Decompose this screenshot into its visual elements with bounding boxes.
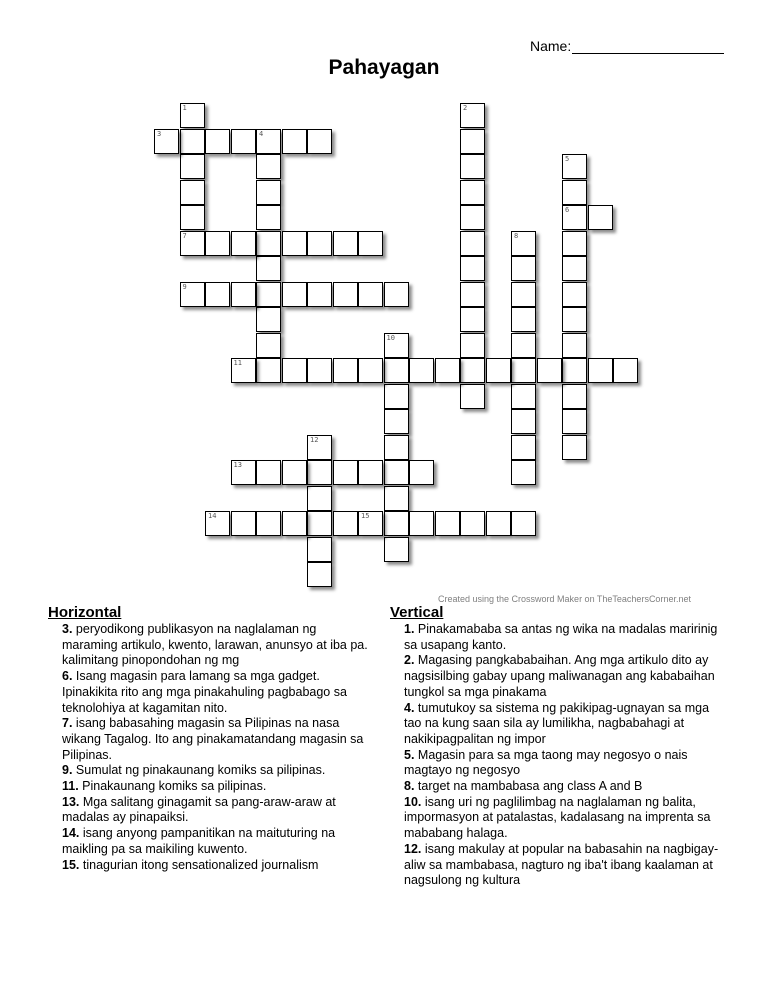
- grid-cell[interactable]: [231, 231, 256, 256]
- clue-text: Magasin para sa mga taong may negosyo o nais magtayo ng negosyo: [404, 747, 688, 778]
- clue-number: 10.: [404, 794, 422, 809]
- down-clues-section: [390, 604, 720, 889]
- down-heading: Vertical: [390, 604, 444, 621]
- grid-cell[interactable]: [511, 511, 536, 536]
- across-clue: [48, 669, 368, 716]
- cell-number: 10: [386, 333, 395, 342]
- clue-text: isang makulay at popular na babasahin na nagbigay-aliw sa mambabasa, nagturo ng iba't ibang kaalaman at nagsulong ng kultura: [404, 841, 719, 888]
- clue-text: isang babasahing magasin sa Pilipinas na nasa wikang Tagalog. Ito ang pinakamatandang magasin sa Pilipinas.: [62, 716, 364, 762]
- grid-cell[interactable]: [333, 282, 358, 307]
- grid-cell[interactable]: [460, 282, 485, 307]
- grid-cell[interactable]: [333, 511, 358, 536]
- grid-cell[interactable]: [307, 511, 332, 536]
- across-clue: [48, 622, 368, 669]
- cell-number: 6: [565, 206, 570, 214]
- clue-number: 12.: [404, 841, 422, 856]
- grid-cell[interactable]: [384, 282, 409, 307]
- grid-cell[interactable]: [486, 358, 511, 383]
- grid-cell[interactable]: [460, 511, 485, 536]
- grid-cell[interactable]: [562, 384, 587, 409]
- down-clue: [390, 795, 720, 842]
- grid-cell[interactable]: [256, 460, 281, 485]
- grid-cell[interactable]: [307, 282, 332, 307]
- name-label: Name:: [530, 38, 572, 54]
- grid-cell[interactable]: [511, 307, 536, 332]
- grid-cell[interactable]: [256, 154, 281, 179]
- clue-number: 7.: [62, 716, 73, 731]
- grid-cell[interactable]: [205, 231, 230, 256]
- grid-cell[interactable]: [511, 282, 536, 307]
- down-clue: [390, 779, 720, 795]
- clue-number: 14.: [62, 826, 80, 841]
- grid-cell[interactable]: [256, 511, 281, 536]
- clue-text: Magasing pangkababaihan. Ang mga artikulo dito ay nagsisilbing gabay upang maliwanagan ang kababaihan tungkol sa mga pinakama: [404, 653, 715, 699]
- grid-cell[interactable]: [562, 307, 587, 332]
- grid-cell[interactable]: [588, 358, 613, 383]
- grid-cell[interactable]: [358, 460, 383, 485]
- grid-cell[interactable]: [460, 129, 485, 154]
- grid-cell[interactable]: [460, 180, 485, 205]
- clue-number: 8.: [404, 779, 415, 794]
- down-clue: [390, 622, 720, 653]
- grid-cell[interactable]: [460, 307, 485, 332]
- grid-cell[interactable]: [307, 537, 332, 562]
- grid-cell[interactable]: [460, 103, 485, 128]
- grid-cell[interactable]: [588, 205, 613, 230]
- clue-text: Pinakaunang komiks sa pilipinas.: [78, 779, 267, 794]
- grid-cell[interactable]: [562, 435, 587, 460]
- grid-cell[interactable]: [562, 409, 587, 434]
- grid-cell[interactable]: [562, 256, 587, 281]
- grid-cell[interactable]: [307, 435, 332, 460]
- grid-cell[interactable]: [511, 333, 536, 358]
- across-clues-section: [48, 604, 368, 873]
- grid-cell[interactable]: [256, 358, 281, 383]
- grid-cell[interactable]: [384, 358, 409, 383]
- grid-cell[interactable]: [282, 129, 307, 154]
- grid-cell[interactable]: [205, 511, 230, 536]
- across-clue: [48, 858, 368, 874]
- grid-cell[interactable]: [511, 384, 536, 409]
- clue-text: Mga salitang ginagamit sa pang-araw-araw at madalas ay pinapaiksi.: [62, 794, 336, 825]
- across-heading: Horizontal: [48, 604, 122, 621]
- grid-cell[interactable]: [460, 384, 485, 409]
- grid-cell[interactable]: [231, 282, 256, 307]
- grid-cell[interactable]: [537, 358, 562, 383]
- grid-cell[interactable]: [358, 358, 383, 383]
- page-title: Pahayagan: [328, 56, 440, 79]
- down-clue: [390, 748, 720, 779]
- clue-text: tumutukoy sa sistema ng pakikipag-ugnayan sa mga tao na kung saan sila ay lumilikha, nagbabahagi at nakikipagpalitan ng impor: [404, 700, 710, 746]
- grid-cell[interactable]: [435, 358, 460, 383]
- grid-cell[interactable]: [384, 384, 409, 409]
- clue-number: 5.: [404, 747, 415, 762]
- cell-number: 8: [514, 231, 519, 240]
- grid-cell[interactable]: [180, 154, 205, 179]
- grid-cell[interactable]: [307, 129, 332, 154]
- across-clue: [48, 716, 368, 763]
- across-clue-list: [48, 622, 368, 873]
- grid-cell[interactable]: [307, 460, 332, 485]
- grid-cell[interactable]: [358, 511, 383, 536]
- grid-cell[interactable]: [333, 231, 358, 256]
- grid-cell[interactable]: [562, 333, 587, 358]
- grid-cell[interactable]: [205, 129, 230, 154]
- clue-number: 9.: [62, 763, 73, 778]
- grid-cell[interactable]: [511, 231, 536, 256]
- clue-text: isang uri ng paglilimbag na naglalaman ng balita, impormasyon at patalastas, kadalasang na imprenta sa mababang halaga.: [404, 794, 711, 841]
- cell-number: 9: [182, 282, 187, 291]
- clue-number: 15.: [62, 857, 80, 872]
- cell-number: 13: [233, 461, 242, 469]
- grid-cell[interactable]: [613, 358, 638, 383]
- grid-cell[interactable]: [384, 486, 409, 511]
- clue-number: 13.: [62, 794, 80, 809]
- grid-cell[interactable]: [358, 282, 383, 307]
- grid-cell[interactable]: [282, 511, 307, 536]
- grid-cell[interactable]: [409, 460, 434, 485]
- grid-cell[interactable]: [511, 256, 536, 281]
- down-clue: [390, 653, 720, 700]
- grid-cell[interactable]: [562, 205, 587, 230]
- grid-cell[interactable]: [307, 231, 332, 256]
- grid-cell[interactable]: [282, 282, 307, 307]
- clue-number: 2.: [404, 653, 415, 668]
- grid-cell[interactable]: [256, 307, 281, 332]
- clue-text: tinagurian itong sensationalized journalism: [79, 857, 319, 872]
- grid-cell[interactable]: [205, 282, 230, 307]
- grid-cell[interactable]: [180, 282, 205, 307]
- grid-cell[interactable]: [358, 231, 383, 256]
- grid-cell[interactable]: [307, 562, 332, 587]
- cell-number: 2: [463, 104, 468, 112]
- grid-cell[interactable]: [282, 231, 307, 256]
- grid-cell[interactable]: [384, 409, 409, 434]
- grid-cell[interactable]: [282, 358, 307, 383]
- clue-text: Isang magasin para lamang sa mga gadget. Ipinakikita rito ang mga pinakahuling pagbabago sa teknolohiya at kagamitan nito.: [62, 669, 347, 715]
- grid-cell[interactable]: [256, 333, 281, 358]
- grid-cell[interactable]: [307, 486, 332, 511]
- grid-cell[interactable]: [384, 460, 409, 485]
- cell-number: 1: [182, 104, 187, 112]
- grid-cell[interactable]: [409, 511, 434, 536]
- grid-cell[interactable]: [256, 256, 281, 281]
- grid-cell[interactable]: [435, 511, 460, 536]
- grid-cell[interactable]: [231, 358, 256, 383]
- down-clue: [390, 842, 720, 889]
- grid-cell[interactable]: [180, 231, 205, 256]
- across-clue: [48, 779, 368, 795]
- grid-cell[interactable]: [256, 129, 281, 154]
- grid-cell[interactable]: [460, 358, 485, 383]
- clue-text: target na mambabasa ang class A and B: [414, 779, 643, 794]
- clue-number: 4.: [404, 700, 415, 715]
- grid-cell[interactable]: [511, 358, 536, 383]
- grid-cell[interactable]: [256, 231, 281, 256]
- grid-cell[interactable]: [562, 231, 587, 256]
- cell-number: 5: [565, 155, 570, 163]
- grid-cell[interactable]: [384, 333, 409, 358]
- clue-text: isang anyong pampanitikan na maituturing na maikling pa sa maikiling kuwento.: [62, 826, 336, 856]
- grid-cell[interactable]: [486, 511, 511, 536]
- grid-cell[interactable]: [180, 180, 205, 205]
- down-clue: [390, 701, 720, 748]
- grid-cell[interactable]: [511, 460, 536, 485]
- clue-number: 6.: [62, 669, 73, 684]
- grid-cell[interactable]: [256, 205, 281, 230]
- grid-cell[interactable]: [460, 205, 485, 230]
- cell-number: 12: [310, 435, 319, 444]
- grid-cell[interactable]: [180, 103, 205, 128]
- cell-number: 7: [182, 231, 187, 240]
- grid-cell[interactable]: [307, 358, 332, 383]
- down-clue-list: [390, 622, 720, 889]
- cell-number: 3: [157, 129, 162, 138]
- grid-cell[interactable]: [384, 511, 409, 536]
- grid-cell[interactable]: [562, 154, 587, 179]
- grid-cell[interactable]: [460, 231, 485, 256]
- grid-cell[interactable]: [511, 409, 536, 434]
- clue-text: Pinakamababa sa antas ng wika na madalas maririnig sa usapang kanto.: [404, 622, 718, 652]
- grid-cell[interactable]: [384, 537, 409, 562]
- grid-cell[interactable]: [282, 460, 307, 485]
- grid-cell[interactable]: [231, 460, 256, 485]
- clue-number: 11.: [62, 779, 79, 794]
- grid-cell[interactable]: [384, 435, 409, 460]
- clue-number: 1.: [404, 622, 415, 636]
- grid-cell[interactable]: [460, 333, 485, 358]
- cell-number: 14: [208, 512, 217, 520]
- grid-cell[interactable]: [562, 358, 587, 383]
- clue-number: 3.: [62, 622, 73, 636]
- across-clue: [48, 826, 368, 857]
- grid-cell[interactable]: [231, 129, 256, 154]
- grid-cell[interactable]: [256, 282, 281, 307]
- grid-cell[interactable]: [460, 256, 485, 281]
- grid-cell[interactable]: [562, 180, 587, 205]
- cell-number: 11: [233, 359, 242, 367]
- grid-cell[interactable]: [180, 129, 205, 154]
- cell-number: 4: [259, 129, 264, 138]
- grid-cell[interactable]: [180, 205, 205, 230]
- grid-cell[interactable]: [231, 511, 256, 536]
- grid-cell[interactable]: [409, 358, 434, 383]
- grid-cell[interactable]: [511, 435, 536, 460]
- across-clue: [48, 763, 368, 779]
- clue-text: Sumulat ng pinakaunang komiks sa pilipinas.: [72, 763, 326, 778]
- across-clue: [48, 795, 368, 826]
- credit-text: Created using the Crossword Maker on TheTeachersCorner.net: [438, 594, 691, 604]
- grid-cell[interactable]: [333, 460, 358, 485]
- grid-cell[interactable]: [562, 282, 587, 307]
- grid-cell[interactable]: [333, 358, 358, 383]
- grid-cell[interactable]: [256, 180, 281, 205]
- grid-cell[interactable]: [154, 129, 179, 154]
- grid-cell[interactable]: [460, 154, 485, 179]
- cell-number: 15: [361, 512, 370, 520]
- clue-text: peryodikong publikasyon na naglalaman ng maraming artikulo, kwento, larawan, anunsyo at iba pa. kalimitang pinopondohan ng mg: [62, 622, 368, 668]
